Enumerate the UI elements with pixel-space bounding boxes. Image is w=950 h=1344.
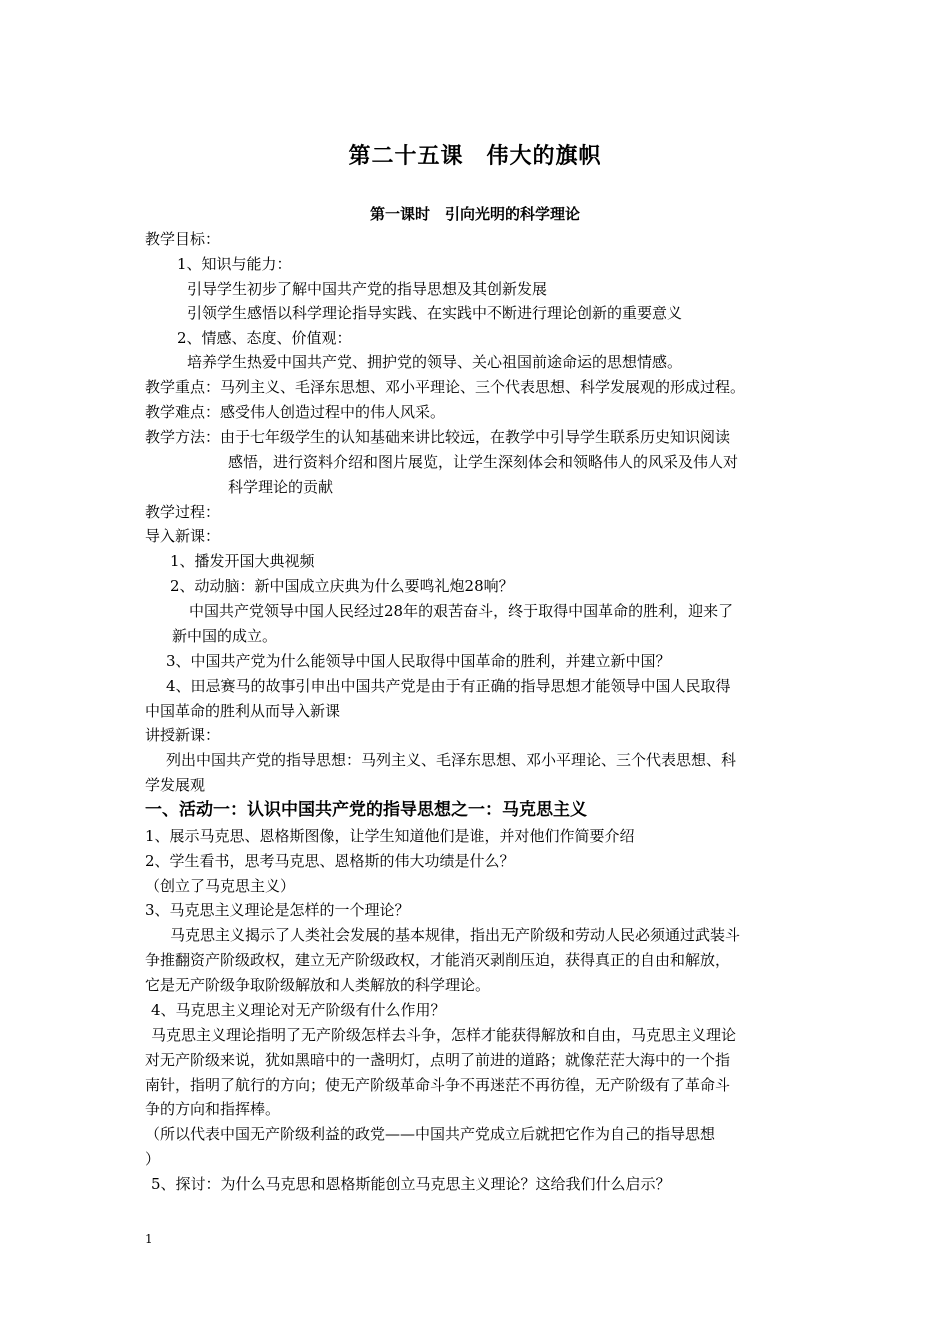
text-line: 5、探讨：为什么马克思和恩格斯能创立马克思主义理论？这给我们什么启示？ (151, 1175, 671, 1193)
text-line: 4、田忌赛马的故事引申出中国共产党是由于有正确的指导思想才能领导中国人民取得 (166, 677, 731, 695)
text-line: 争推翻资产阶级政权，建立无产阶级政权，才能消灭剥削压迫，获得真正的自由和解放， (145, 951, 731, 969)
text-line: 1、播发开国大典视频 (170, 552, 315, 570)
lesson-title: 第二十五课 伟大的旗帜 (348, 143, 602, 169)
text-line: 它是无产阶级争取阶级解放和人类解放的科学理论。 (145, 976, 491, 994)
text-line: 教学重点：马列主义、毛泽东思想、邓小平理论、三个代表思想、科学发展观的形成过程。 (145, 378, 746, 396)
text-line: （创立了马克思主义） (145, 877, 296, 895)
text-line: 马克思主义揭示了人类社会发展的基本规律，指出无产阶级和劳动人民必须通过武装斗 (170, 926, 741, 944)
text-line: 2、情感、态度、价值观： (177, 329, 352, 347)
text-line: 学发展观 (145, 776, 206, 794)
text-line: 3、中国共产党为什么能领导中国人民取得中国革命的胜利，并建立新中国？ (166, 652, 671, 670)
text-line: 培养学生热爱中国共产党、拥护党的领导、关心祖国前途命运的思想情感。 (187, 353, 683, 371)
text-line: 中国共产党领导中国人民经过28年的艰苦奋斗，终于取得中国革命的胜利，迎来了 (189, 602, 734, 620)
text-line: 教学方法：由于七年级学生的认知基础来讲比较远，在教学中引导学生联系历史知识阅读 (145, 428, 731, 446)
text-line: 教学过程： (145, 503, 221, 521)
text-line: 感悟，进行资料介绍和图片展览，让学生深刻体会和领略伟人的风采及伟人对 (228, 453, 739, 471)
lesson-subtitle: 第一课时 引向光明的科学理论 (369, 205, 580, 223)
text-line: 3、马克思主义理论是怎样的一个理论？ (145, 901, 410, 919)
text-line: 1、展示马克思、恩格斯图像，让学生知道他们是谁，并对他们作简要介绍 (145, 827, 635, 845)
text-line: 教学目标： (145, 230, 221, 248)
text-line: 1、知识与能力： (177, 255, 292, 273)
page-number: 1 (145, 1232, 153, 1246)
text-line: 教学难点：感受伟人创造过程中的伟人风采。 (145, 403, 446, 421)
text-line: 对无产阶级来说，犹如黑暗中的一盏明灯，点明了前进的道路；就像茫茫大海中的一个指 (145, 1051, 731, 1069)
text-line: 科学理论的贡献 (228, 478, 334, 496)
text-line: 4、马克思主义理论对无产阶级有什么作用？ (151, 1001, 446, 1019)
text-line: 马克思主义理论指明了无产阶级怎样去斗争，怎样才能获得解放和自由，马克思主义理论 (151, 1026, 737, 1044)
text-line: 引导学生初步了解中国共产党的指导思想及其创新发展 (187, 280, 548, 298)
text-line: 争的方向和指挥棒。 (145, 1100, 281, 1118)
text-line: 讲授新课： (145, 726, 221, 744)
text-line: 导入新课： (145, 527, 221, 545)
text-line: 新中国的成立。 (172, 627, 278, 645)
text-line: 2、动动脑：新中国成立庆典为什么要鸣礼炮28响？ (170, 577, 514, 595)
text-line: 南针，指明了航行的方向；使无产阶级革命斗争不再迷茫不再彷徨，无产阶级有了革命斗 (145, 1076, 731, 1094)
text-line: 引领学生感悟以科学理论指导实践、在实践中不断进行理论创新的重要意义 (187, 304, 683, 322)
section-heading: 一、活动一：认识中国共产党的指导思想之一：马克思主义 (145, 800, 587, 820)
text-line: 中国革命的胜利从而导入新课 (145, 702, 341, 720)
text-line: 2、学生看书，思考马克思、恩格斯的伟大功绩是什么？ (145, 852, 515, 870)
text-line: ） (145, 1150, 161, 1168)
text-line: （所以代表中国无产阶级利益的政党——中国共产党成立后就把它作为自己的指导思想 (145, 1125, 716, 1143)
text-line: 列出中国共产党的指导思想：马列主义、毛泽东思想、邓小平理论、三个代表思想、科 (166, 751, 737, 769)
